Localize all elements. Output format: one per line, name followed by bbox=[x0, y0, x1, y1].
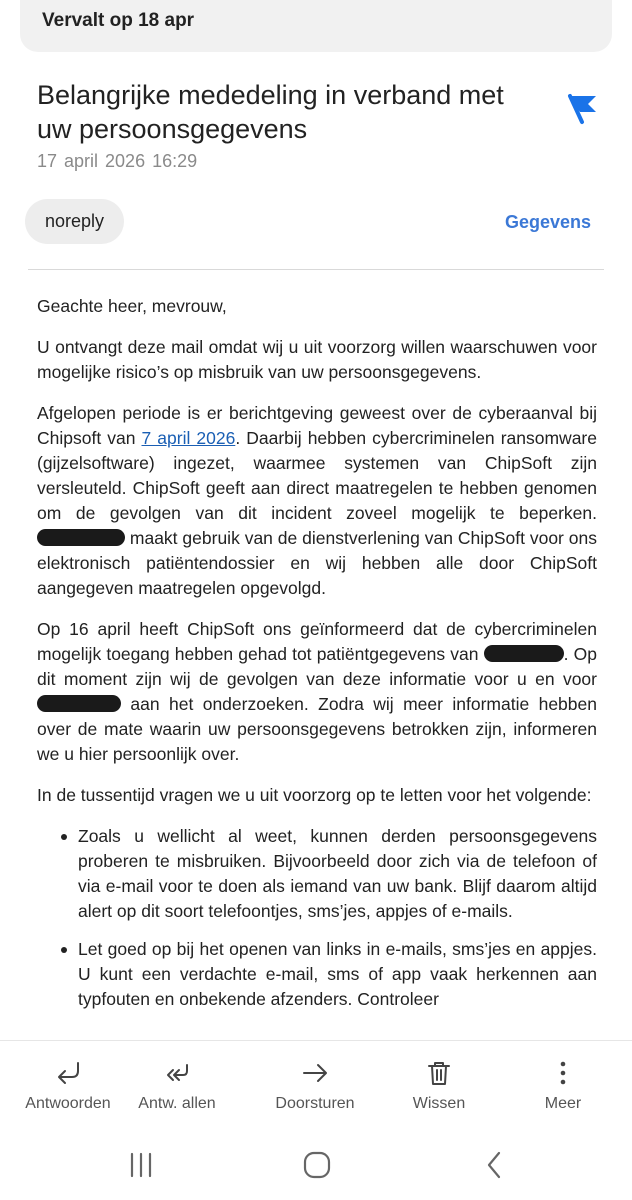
back-icon[interactable] bbox=[480, 1150, 510, 1180]
paragraph-2-text: Afgelopen periode is er berichtgeving geweest over de cyberaanval bij Chipsoft van bbox=[37, 403, 597, 448]
header-divider bbox=[28, 269, 604, 270]
trash-icon bbox=[425, 1059, 453, 1087]
system-nav-bar bbox=[0, 1128, 632, 1200]
date-link[interactable]: 7 april 2026 bbox=[141, 428, 236, 448]
email-body bbox=[37, 294, 597, 1025]
list-item: Zoals u wellicht al weet, kunnen derden persoonsgegevens proberen te misbruiken. Bijvoorbeeld door zich via de telefoon of via e-mail voor te doen als iemand van uw bank. Blijf daarom altijd alert op dit soort telefoontjes, sms’jes, appjes of e-mails. bbox=[78, 824, 597, 924]
paragraph-3-text-c: aan het onderzoeken. Zodra wij meer informatie hebben over de mate waarin uw persoonsgegevens betrokken zijn, informeren we u hier persoonlijk over. bbox=[37, 694, 597, 764]
email-subject: Belangrijke mededeling in verband met uw persoonsgegevens bbox=[37, 80, 504, 144]
redacted-block bbox=[37, 695, 121, 712]
home-icon[interactable] bbox=[302, 1150, 332, 1180]
paragraph-1: U ontvangt deze mail omdat wij u uit voorzorg willen waarschuwen voor mogelijke risico’s op misbruik van uw persoonsgegevens. bbox=[37, 337, 597, 382]
email-date: 17 april 2026 16:29 bbox=[37, 151, 198, 171]
paragraph-2-text-b: . Daarbij hebben cybercriminelen ransomware (gijzelsoftware) ingezet, waarmee systemen van ChipSoft zijn versleuteld. ChipSoft geeft aan direct maatregelen te hebben genomen om de gevolgen van dit incident zoveel mogelijk te beperken. bbox=[37, 428, 597, 523]
reply-all-button[interactable] bbox=[110, 1041, 244, 1129]
reply-all-icon bbox=[163, 1059, 191, 1087]
forward-button[interactable] bbox=[248, 1041, 382, 1129]
list-item: Let goed op bij het openen van links in e-mails, sms’jes en appjes. U kunt een verdachte e-mail, sms of app vaak herkennen aan typfouten en onbekende afzenders. Controleer bbox=[78, 937, 597, 1012]
more-label: Meer bbox=[544, 1095, 582, 1112]
paragraph-2-text-c: maakt gebruik van de dienstverlening van ChipSoft voor ons elektronisch patiëntendossier en wij hebben alle door ChipSoft aangegeven maatregelen opgevolgd. bbox=[37, 528, 597, 598]
paragraph-4: In de tussentijd vragen we u uit voorzorg op te letten voor het volgende: bbox=[37, 785, 592, 805]
details-button[interactable]: Gegevens bbox=[505, 212, 592, 232]
expiry-text: Vervalt op 18 apr bbox=[42, 10, 195, 31]
paragraph-2 bbox=[37, 401, 597, 601]
redacted-block bbox=[484, 645, 564, 662]
delete-button[interactable] bbox=[372, 1041, 506, 1129]
reply-all-label: Antw. allen bbox=[138, 1095, 216, 1112]
sender-name: noreply bbox=[44, 211, 105, 231]
expiry-banner bbox=[20, 0, 612, 52]
paragraph-3 bbox=[37, 617, 597, 767]
recent-apps-icon[interactable] bbox=[126, 1150, 156, 1180]
forward-arrow-icon bbox=[301, 1059, 329, 1087]
more-vert-icon bbox=[549, 1059, 577, 1087]
redacted-block bbox=[37, 529, 125, 546]
reply-icon bbox=[54, 1059, 82, 1087]
greeting: Geachte heer, mevrouw, bbox=[37, 296, 227, 316]
paragraph-3-text-b: . Op dit moment zijn wij de gevolgen van deze informatie voor u en voor bbox=[37, 644, 597, 689]
delete-label: Wissen bbox=[412, 1095, 466, 1112]
flag-icon[interactable] bbox=[566, 92, 598, 126]
sender-chip[interactable] bbox=[25, 199, 124, 244]
reply-label: Antwoorden bbox=[25, 1095, 111, 1112]
more-button[interactable] bbox=[496, 1041, 630, 1129]
forward-label: Doorsturen bbox=[275, 1095, 355, 1112]
paragraph-3-text: Op 16 april heeft ChipSoft ons geïnformeerd dat de cybercriminelen mogelijk toegang hebben gehad tot patiëntgegevens van bbox=[37, 619, 597, 664]
tips-list bbox=[37, 824, 597, 1012]
action-toolbar bbox=[0, 1040, 632, 1129]
